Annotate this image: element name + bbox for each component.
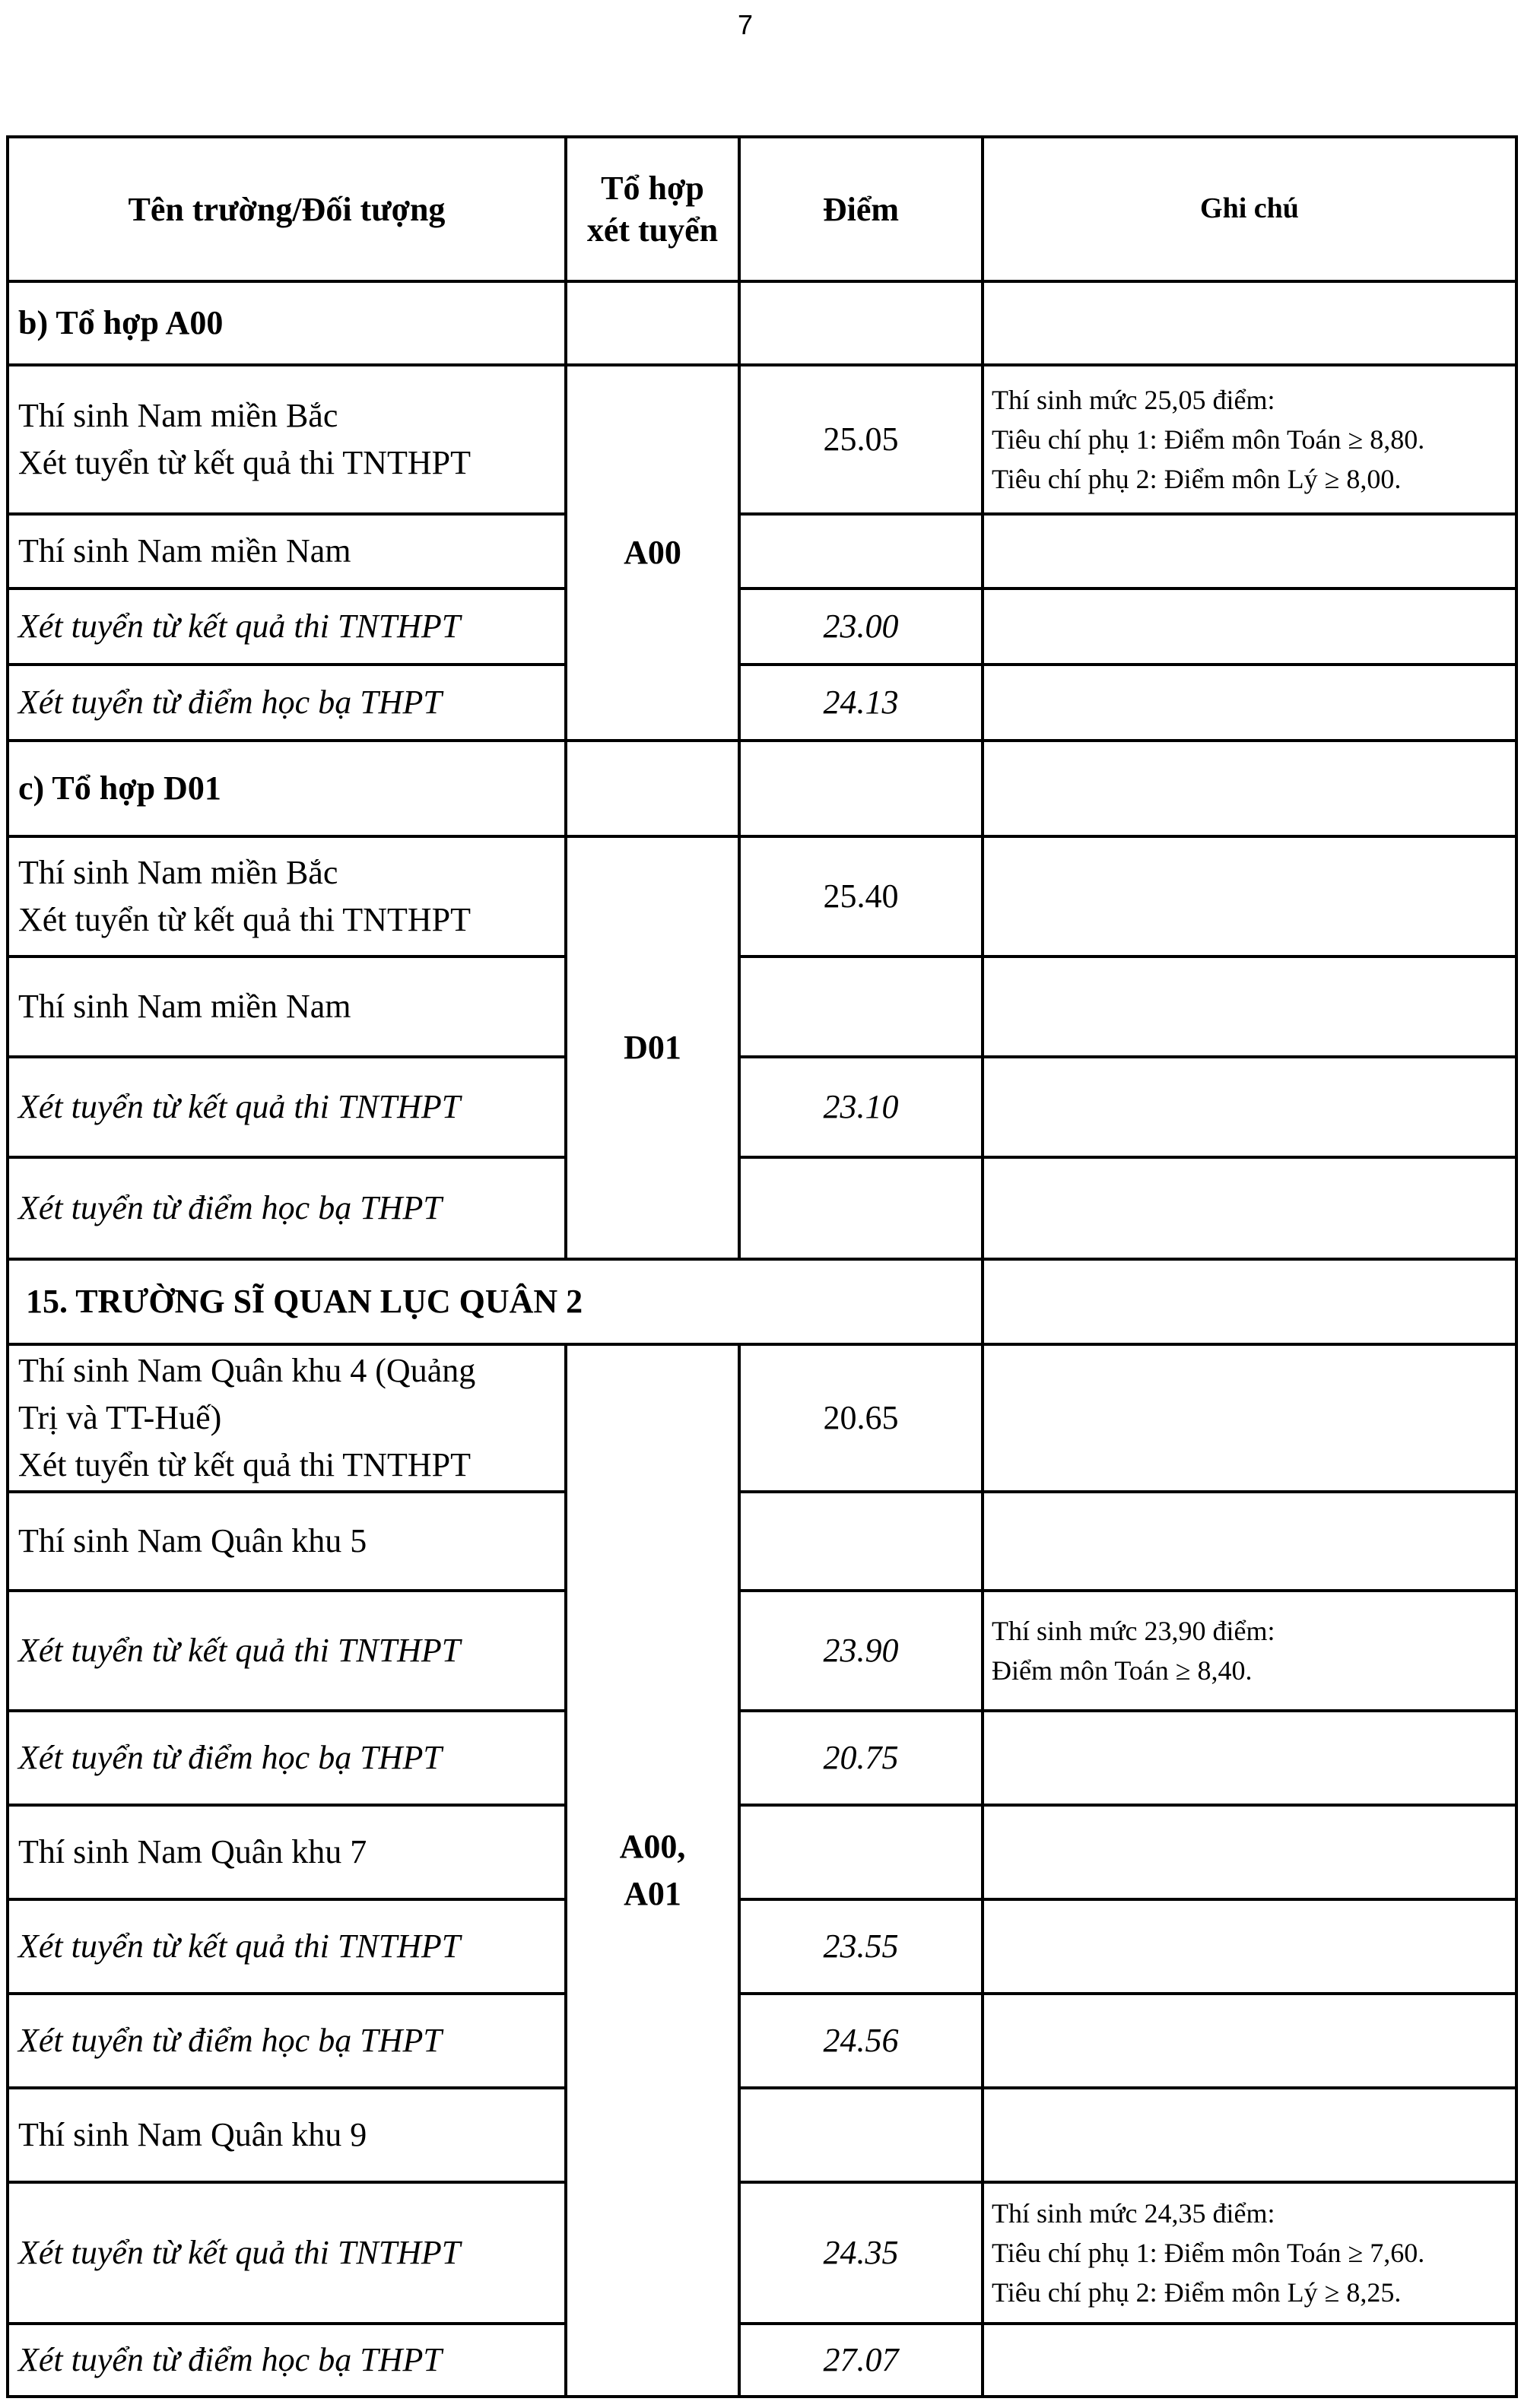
score-cell (739, 741, 983, 836)
note-cell (983, 1899, 1516, 1994)
score-cell: 23.55 (739, 1899, 983, 1994)
score-cell (739, 2088, 983, 2182)
note-line: Tiêu chí phụ 1: Điểm môn Toán ≥ 8,80. (992, 424, 1425, 455)
score-cell: 23.90 (739, 1591, 983, 1711)
table-row (8, 1492, 1516, 1591)
score-cell (739, 1157, 983, 1259)
note-cell (983, 589, 1516, 665)
name-line: Trị và TT-Huế) (18, 1399, 222, 1436)
combo-cell: A00 (566, 365, 739, 741)
table-row (8, 665, 1516, 741)
name-line: Xét tuyển từ kết quả thi TNTHPT (18, 901, 471, 938)
table-row (8, 365, 1516, 514)
table-row (8, 2182, 1516, 2324)
note-cell (983, 957, 1516, 1057)
name-cell (8, 365, 566, 514)
table-header-row (8, 137, 1516, 281)
table-row (8, 1259, 1516, 1344)
note-cell (983, 514, 1516, 589)
table-row (8, 1591, 1516, 1711)
header-score: Điểm (739, 137, 983, 281)
name-line: Thí sinh Nam miền Bắc (18, 397, 338, 434)
combo-cell (566, 741, 739, 836)
combo-cell: D01 (566, 836, 739, 1259)
score-cell: 20.75 (739, 1711, 983, 1805)
name-cell: Xét tuyển từ điểm học bạ THPT (8, 1157, 566, 1259)
name-line: Thí sinh Nam Quân khu 4 (Quảng (18, 1352, 476, 1389)
score-cell: 25.05 (739, 365, 983, 514)
note-cell (983, 1259, 1516, 1344)
combo-line: A01 (624, 1875, 681, 1912)
note-cell (983, 1805, 1516, 1899)
table-row (8, 1805, 1516, 1899)
score-cell: 24.56 (739, 1994, 983, 2088)
table-row (8, 1994, 1516, 2088)
section-heading: c) Tổ hợp D01 (8, 741, 566, 836)
table-row (8, 1157, 1516, 1259)
note-cell (983, 741, 1516, 836)
table-row (8, 836, 1516, 957)
note-cell (983, 1057, 1516, 1157)
name-cell: Thí sinh Nam miền Nam (8, 514, 566, 589)
score-cell: 23.10 (739, 1057, 983, 1157)
table-row (8, 514, 1516, 589)
table-row (8, 1899, 1516, 1994)
name-cell: Xét tuyển từ kết quả thi TNTHPT (8, 1899, 566, 1994)
score-cell: 20.65 (739, 1344, 983, 1492)
score-cell (739, 1492, 983, 1591)
combo-cell (566, 281, 739, 365)
note-cell (983, 365, 1516, 514)
score-cell: 27.07 (739, 2324, 983, 2397)
section-heading: b) Tổ hợp A00 (8, 281, 566, 365)
header-combo-line: Tổ hợp (601, 170, 704, 207)
note-cell (983, 1994, 1516, 2088)
table-row (8, 1344, 1516, 1492)
page-number: 7 (737, 9, 754, 40)
header-combo (566, 137, 739, 281)
note-line: Điểm môn Toán ≥ 8,40. (992, 1655, 1253, 1686)
table-row (8, 2088, 1516, 2182)
note-cell (983, 2182, 1516, 2324)
note-line: Thí sinh mức 24,35 điểm: (992, 2198, 1275, 2229)
table-row (8, 741, 1516, 836)
name-cell (8, 836, 566, 957)
name-cell (8, 1344, 566, 1492)
note-line: Tiêu chí phụ 2: Điểm môn Lý ≥ 8,00. (992, 464, 1402, 494)
note-line: Thí sinh mức 23,90 điểm: (992, 1616, 1275, 1646)
header-name: Tên trường/Đối tượng (8, 137, 566, 281)
note-cell (983, 1711, 1516, 1805)
name-cell: Thí sinh Nam miền Nam (8, 957, 566, 1057)
note-cell (983, 281, 1516, 365)
header-combo-line: xét tuyển (586, 211, 719, 249)
note-cell (983, 1492, 1516, 1591)
school-heading: 15. TRƯỜNG SĨ QUAN LỤC QUÂN 2 (8, 1259, 983, 1344)
name-cell: Xét tuyển từ kết quả thi TNTHPT (8, 1591, 566, 1711)
combo-line: A00, (619, 1828, 686, 1865)
name-cell: Xét tuyển từ điểm học bạ THPT (8, 1994, 566, 2088)
note-cell (983, 836, 1516, 957)
admission-score-table (6, 135, 1518, 2398)
score-cell: 23.00 (739, 589, 983, 665)
score-cell: 25.40 (739, 836, 983, 957)
score-cell: 24.13 (739, 665, 983, 741)
note-line: Tiêu chí phụ 2: Điểm môn Lý ≥ 8,25. (992, 2277, 1402, 2308)
note-line: Thí sinh mức 25,05 điểm: (992, 385, 1275, 415)
table-row (8, 589, 1516, 665)
name-cell: Thí sinh Nam Quân khu 9 (8, 2088, 566, 2182)
name-cell: Xét tuyển từ điểm học bạ THPT (8, 1711, 566, 1805)
name-cell: Xét tuyển từ kết quả thi TNTHPT (8, 2182, 566, 2324)
name-line: Thí sinh Nam miền Bắc (18, 854, 338, 891)
score-cell (739, 514, 983, 589)
table-row (8, 957, 1516, 1057)
score-cell (739, 957, 983, 1057)
note-cell (983, 665, 1516, 741)
note-cell (983, 1344, 1516, 1492)
note-line: Tiêu chí phụ 1: Điểm môn Toán ≥ 7,60. (992, 2238, 1425, 2268)
score-cell: 24.35 (739, 2182, 983, 2324)
score-cell (739, 1805, 983, 1899)
table-row (8, 2324, 1516, 2397)
name-line: Xét tuyển từ kết quả thi TNTHPT (18, 1446, 471, 1483)
note-cell (983, 1157, 1516, 1259)
note-cell (983, 2088, 1516, 2182)
note-cell (983, 1591, 1516, 1711)
note-cell (983, 2324, 1516, 2397)
table-row (8, 281, 1516, 365)
table-row (8, 1711, 1516, 1805)
name-cell: Xét tuyển từ kết quả thi TNTHPT (8, 1057, 566, 1157)
name-cell: Xét tuyển từ điểm học bạ THPT (8, 665, 566, 741)
name-line: Xét tuyển từ kết quả thi TNTHPT (18, 444, 471, 481)
score-cell (739, 281, 983, 365)
name-cell: Thí sinh Nam Quân khu 7 (8, 1805, 566, 1899)
combo-cell (566, 1344, 739, 2397)
name-cell: Xét tuyển từ điểm học bạ THPT (8, 2324, 566, 2397)
name-cell: Thí sinh Nam Quân khu 5 (8, 1492, 566, 1591)
name-cell: Xét tuyển từ kết quả thi TNTHPT (8, 589, 566, 665)
header-note: Ghi chú (983, 137, 1516, 281)
table-row (8, 1057, 1516, 1157)
